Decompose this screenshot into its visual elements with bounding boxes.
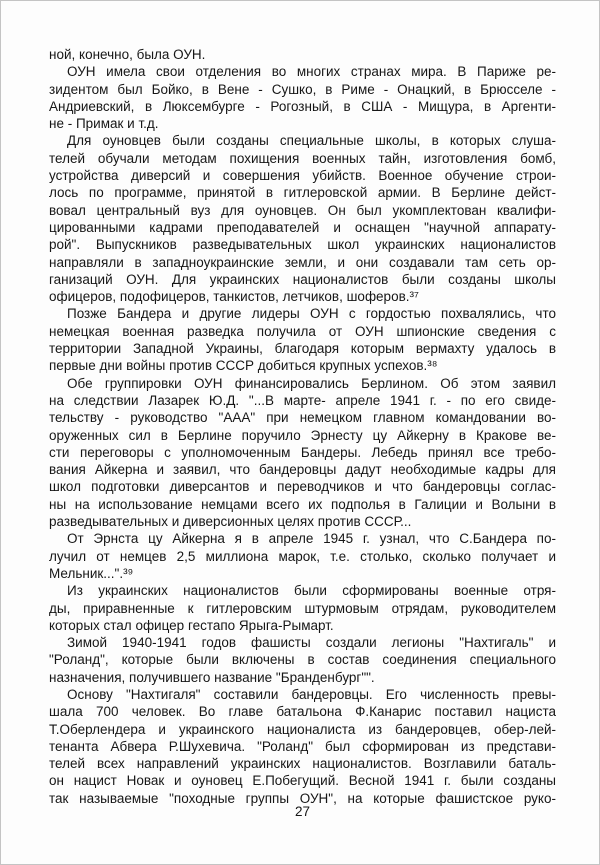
text-line: Андриевский, в Люксембурге - Рогозный, в США - Мищура, в Аргенти-: [49, 98, 556, 114]
text-line: Позже Бандера и другие лидеры ОУН с гордостью похвалялись, что: [67, 306, 556, 322]
text-line: тельству - руководство "ААА" при немецком главном командовании во-: [49, 410, 556, 426]
text-line: Основу "Нахтигаля" составили бандеровцы. Его численность превы-: [67, 686, 556, 702]
text-line: школ подготовки диверсантов и переводчиков и что бандеровцы соглас-: [49, 479, 556, 495]
text-line: ды, приравненные к гитлеровским штурмовым отрядам, руководителем: [49, 600, 556, 616]
text-line: Зимой 1940-1941 годов фашисты создали легионы "Нахтигаль" и: [67, 635, 556, 651]
text-line: Т.Оберлендера и украинского националиста из бандеровцев, обер-лей-: [49, 721, 556, 737]
text-line: Для оуновцев были созданы специальные школы, в которых слуша-: [67, 133, 556, 149]
text-line: на следствии Лазарек Ю.Д. "...В марте- апреле 1941 г. - по его свиде-: [49, 392, 556, 408]
text-line: "Роланд", которые были включены в состав соединения специального: [49, 652, 556, 668]
text-line: не - Примак и т.д.: [49, 116, 159, 132]
text-line: ной, конечно, была ОУН.: [49, 47, 206, 62]
text-line: так называемые "походные группы ОУН", на которые фашистское руко-: [49, 790, 556, 806]
text-line: вания Айкерна и заявил, что бандеровцы дадут необходимые кадры для: [49, 462, 556, 478]
text-line: лось по программе, принятой в гитлеровской армии. В Берлине дейст-: [49, 185, 556, 201]
text-line: ОУН имела свои отделения во многих странах мира. В Париже ре-: [67, 64, 556, 80]
text-line: рой". Выпускников разведывательных школ украинских националистов: [49, 237, 556, 253]
text-line: От Эрнста цу Айкерна я в апреле 1945 г. узнал, что С.Бандера по-: [67, 531, 556, 547]
text-line: Из украинских националистов были сформированы военные отря-: [67, 583, 556, 599]
text-line: сти переговоры с уполномоченным Бандеры. Лебедь принял все требо-: [49, 444, 556, 460]
text-line: ны на использование немцами всего их подполья в Галиции и Волыни в: [49, 496, 556, 512]
text-line: тенанта Абвера Р.Шухевича. "Роланд" был сформирован из представи-: [49, 738, 556, 754]
text-line: цированными кадрами преподавателей и оснащен "научной аппарату-: [49, 219, 556, 235]
text-line: телей всех направлений украинских националистов. Возглавили баталь-: [49, 756, 556, 772]
text-line: которых стал офицер гестапо Ярыга-Рымарт.: [49, 617, 334, 633]
text-line: лучил от немцев 2,5 миллиона марок, т.е. столько, сколько получает и: [49, 548, 556, 564]
text-line: назначения, получившего название "Бранденбург"".: [49, 669, 375, 685]
text-line: вовал центральный вуз для оуновцев. Он был укомплектован квалифи-: [49, 202, 556, 218]
text-line: первые дни войны против СССР добиться крупных успехов.³⁸: [49, 358, 438, 374]
text-line: Обе группировки ОУН финансировались Берлином. Об этом заявил: [67, 375, 556, 391]
text-line: Мельник...".³⁹: [49, 565, 134, 581]
text-line: телей обучали методам похищения военных тайн, изготовления бомб,: [49, 150, 556, 166]
page-text: [49, 46, 556, 807]
text-line: шала 700 человек. Во главе батальона Ф.Канарис поставил нациста: [49, 704, 556, 720]
text-line: направляли в западноукраинские земли, и они создавали там сеть ор-: [49, 254, 556, 270]
text-line: ганизаций ОУН. Для украинских националистов были созданы школы: [49, 271, 556, 287]
text-line: он нацист Новак и оуновец Е.Побегущий. Весной 1941 г. были созданы: [49, 773, 556, 789]
text-line: оруженных сил в Берлине поручило Эрнесту цу Айкерну в Кракове ве-: [49, 427, 556, 443]
text-line: устройства диверсий и совершения убийств. Военное обучение строи-: [49, 168, 556, 184]
text-line: разведывательных и диверсионных целях против СССР...: [49, 514, 412, 530]
text-line: немецкая военная разведка получила от ОУН шпионские сведения с: [49, 323, 556, 339]
text-line: офицеров, подофицеров, танкистов, летчиков, шоферов.³⁷: [49, 289, 419, 305]
page-number: 27: [294, 804, 311, 819]
text-line: территории Западной Украины, благодаря которым вермахту удалось в: [49, 341, 556, 357]
text-line: зидентом был Бойко, в Вене - Сушко, в Риме - Онацкий, в Брюсселе -: [49, 81, 556, 97]
